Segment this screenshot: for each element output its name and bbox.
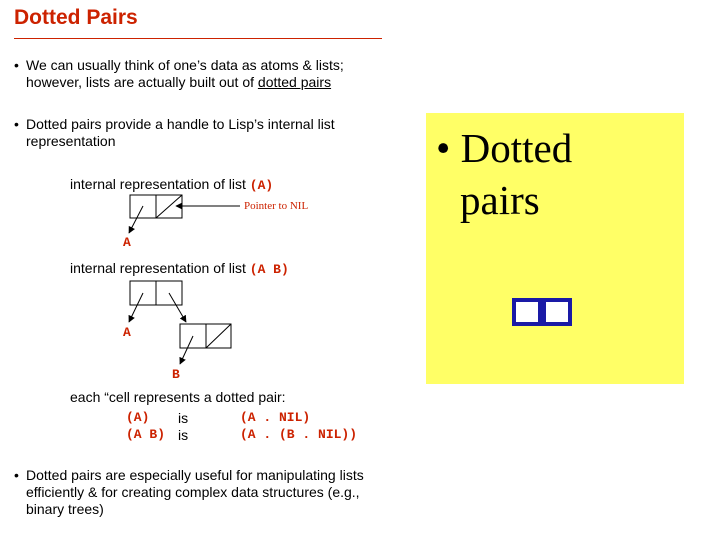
diagram-2-cdr-arrow bbox=[169, 293, 186, 322]
equivalence-row-2 bbox=[126, 427, 386, 444]
slide-title: Dotted Pairs bbox=[14, 6, 138, 29]
diagram-1-caption-text: internal representation of list bbox=[70, 176, 246, 192]
diagram-2-atom-b: B bbox=[172, 367, 180, 382]
dotted-pair-icon bbox=[512, 298, 572, 326]
cell-caption: each “cell represents a dotted pair: bbox=[70, 389, 286, 405]
diagram-1-cell bbox=[130, 195, 182, 218]
callout-line-1: Dotted bbox=[460, 125, 573, 171]
pointer-to-nil-note: Pointer to NIL bbox=[244, 200, 309, 212]
bullet-dot: • bbox=[14, 467, 19, 483]
equivalence-table bbox=[126, 410, 386, 444]
diagram-2-car-arrow bbox=[129, 293, 143, 322]
bullet-dot: • bbox=[14, 116, 19, 132]
equivalence-list: (A) bbox=[126, 410, 150, 425]
equivalence-row-1 bbox=[126, 410, 386, 427]
equivalence-is: is bbox=[178, 427, 189, 443]
callout-text bbox=[436, 122, 676, 226]
diagram-2-atom-a: A bbox=[123, 325, 131, 340]
callout-bullet: • bbox=[436, 125, 451, 171]
diagram-2-code: (A B) bbox=[249, 262, 289, 277]
equivalence-pair: (A . (B . NIL)) bbox=[240, 427, 358, 442]
bullet-1-text: We can usually think of one’s data as atoms & lists; however, lists are actually built out of bbox=[26, 57, 344, 90]
diagram-1-car-arrow bbox=[129, 206, 143, 233]
equivalence-is: is bbox=[178, 410, 189, 426]
diagram-1-atom-a: A bbox=[123, 235, 131, 250]
callout-line-2: pairs bbox=[460, 177, 540, 223]
bullet-dot: • bbox=[14, 57, 19, 73]
bullet-3-text: Dotted pairs are especially useful for manipulating lists efficiently & for creating complex data structures (e.g., binary trees) bbox=[26, 467, 364, 517]
diagram-2-cell-2-car-arrow bbox=[180, 336, 193, 364]
equivalence-pair: (A . NIL) bbox=[240, 410, 311, 425]
diagram-1-code: (A) bbox=[249, 178, 274, 193]
equivalence-list: (A B) bbox=[126, 427, 166, 442]
dotted-pairs-link: dotted pairs bbox=[257, 74, 332, 90]
bullet-3 bbox=[14, 467, 396, 518]
diagram-2-cell-2 bbox=[180, 324, 231, 348]
diagram-2-caption-text: internal representation of list bbox=[70, 260, 246, 276]
bullet-2-text: Dotted pairs provide a handle to Lisp’s internal list representation bbox=[26, 116, 335, 149]
